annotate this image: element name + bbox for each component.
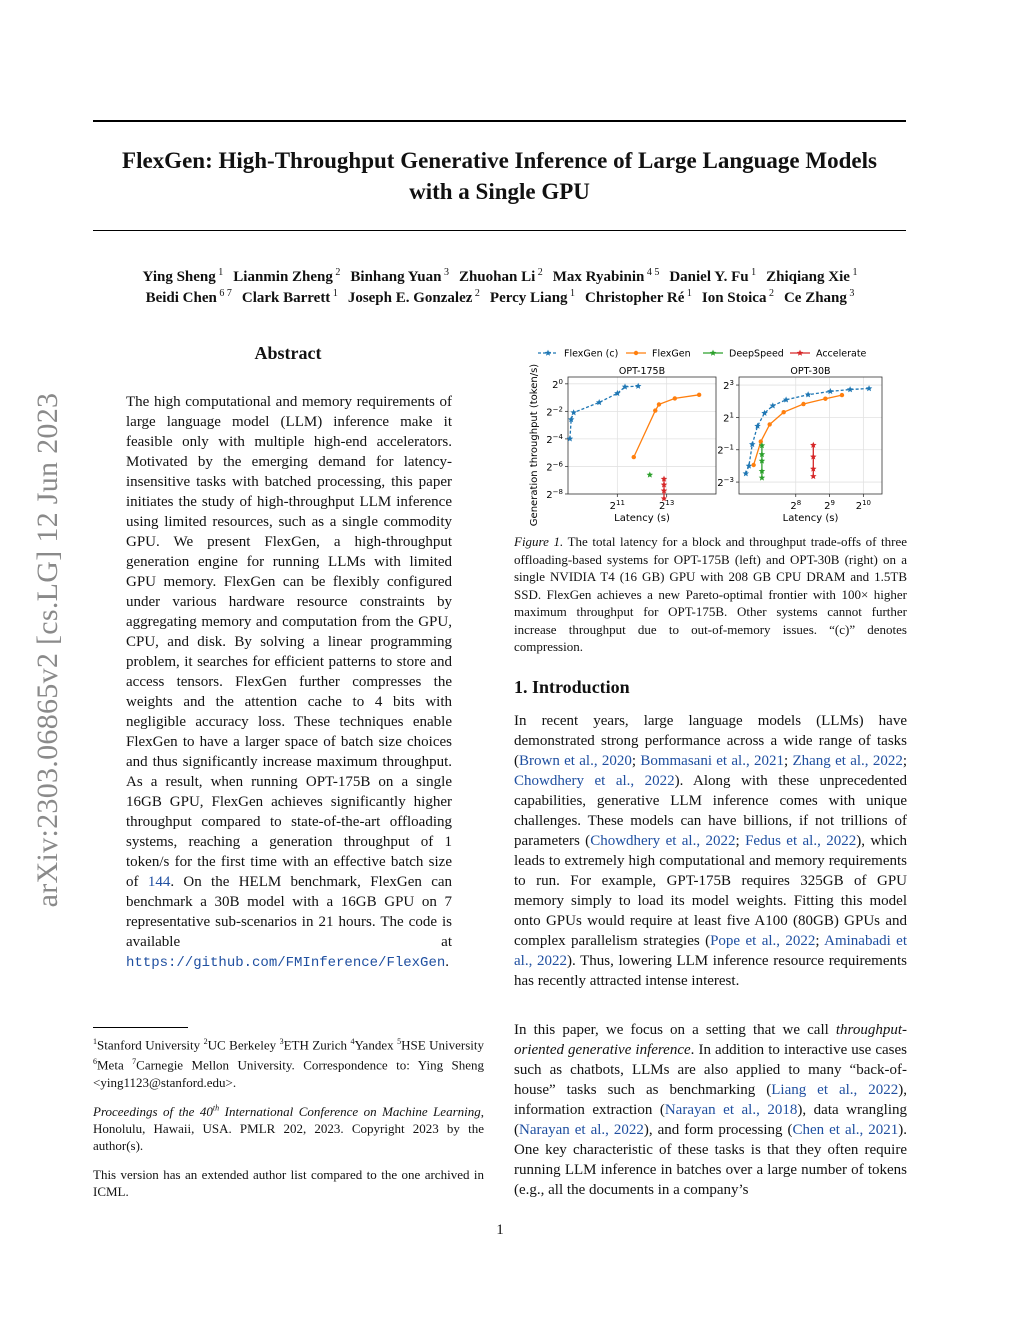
- x-tick-label: $2^{10}$: [855, 499, 872, 512]
- paragraph-text: In recent years, large language models (LLMs) have demonstrated strong performance across a wide range of tasks (: [514, 713, 907, 769]
- data-point: [797, 350, 803, 356]
- title-bottom-rule: [93, 230, 906, 231]
- author-name: Ion Stoica: [701, 290, 767, 306]
- affiliation-text: Yandex: [354, 1037, 398, 1053]
- series-line: [746, 389, 869, 474]
- intro-paragraph-2: [514, 1020, 907, 1200]
- panel-title: OPT-175B: [618, 366, 666, 377]
- footnote-version: This version has an extended author list compared to the one archived in ICML.: [93, 1167, 484, 1199]
- data-point: [545, 350, 551, 356]
- series-deepspeed: [759, 442, 765, 480]
- paragraph-text: ;: [631, 753, 641, 769]
- y-tick-label: $2^{-8}$: [546, 487, 563, 501]
- data-point: [673, 396, 677, 400]
- data-point: [801, 402, 805, 406]
- data-point: [647, 472, 653, 478]
- legend-item: [790, 349, 867, 360]
- affiliation-text: UC Berkeley: [207, 1037, 280, 1053]
- citation-link[interactable]: Liang et al., 2022: [771, 1082, 899, 1098]
- affiliation-number: 5: [397, 1037, 402, 1046]
- author-affiliation-mark: 2: [535, 267, 543, 278]
- author-affiliation-mark: 1: [684, 288, 692, 299]
- paragraph-text: ;: [784, 753, 793, 769]
- author-a-2: [350, 269, 449, 285]
- affiliation-number: 4: [350, 1037, 355, 1046]
- citation-link[interactable]: Brown et al., 2020: [519, 753, 632, 769]
- author-affiliation-mark: 1: [330, 288, 338, 299]
- batch-size-ref[interactable]: 144: [147, 874, 171, 890]
- figure-1-chart: [524, 341, 896, 527]
- author-name: Christopher Ré: [585, 290, 685, 306]
- plot-frame: [568, 377, 716, 494]
- affiliation-number: 6: [93, 1057, 97, 1067]
- paragraph-text: ), which leads to extremely high computational and memory requirements to run. For example, GPT-175B requires 325GB of GPU memory simply to load its model weights. Fitting this model onto GPUs would require at least five A100 (80GB) GPUs and complex parallelism strategies (: [514, 833, 908, 949]
- author-name: Zhuohan Li: [458, 269, 536, 285]
- abstract-body: [126, 392, 452, 973]
- series-line: [754, 395, 842, 465]
- author-affiliation-mark: 4 5: [644, 267, 660, 278]
- citation-link[interactable]: Narayan et al., 2022: [519, 1122, 644, 1138]
- citation-link[interactable]: Aminabadi et al., 2022: [514, 933, 908, 969]
- author-affiliation-mark: 1: [849, 267, 858, 278]
- citation-link[interactable]: Narayan et al., 2018: [664, 1102, 798, 1118]
- citation-link[interactable]: Chen et al., 2021: [792, 1122, 899, 1138]
- author-name: Lianmin Zheng: [233, 269, 333, 285]
- footnote-proceedings: [93, 1100, 484, 1154]
- plot-frame: [739, 377, 882, 494]
- chart-panel-opt-30b: [717, 366, 882, 524]
- citation-link[interactable]: Zhang et al., 2022: [792, 753, 903, 769]
- emphasis-text: throughput-oriented generative inference: [514, 1022, 907, 1058]
- data-point: [805, 391, 811, 397]
- intro-paragraph-1: [514, 711, 907, 991]
- author-affiliation-mark: 1: [748, 267, 757, 278]
- author-name: Clark Barrett: [241, 290, 331, 306]
- proceedings-name: [93, 1104, 481, 1119]
- author-a-1: [233, 269, 340, 285]
- paragraph-text: . In addition to interactive use cases such as chatbots, LLMs are also applied to many “back-of-house” tasks such as benchmarking (: [514, 1042, 907, 1098]
- legend-item: [703, 349, 784, 360]
- affiliation-text: Stanford University: [97, 1037, 204, 1053]
- proceedings-ordinal: th: [212, 1104, 220, 1113]
- proceedings-part-2: International Conference on Machine Learning: [219, 1104, 481, 1120]
- y-axis-label: Generation throughput (token/s): [529, 363, 540, 527]
- author-a-3: [459, 269, 543, 285]
- author-name: Max Ryabinin: [552, 269, 645, 285]
- author-affiliation-mark: 3: [846, 288, 855, 299]
- y-tick-label: $2^{-4}$: [546, 432, 563, 446]
- author-name: Beidi Chen: [145, 290, 217, 306]
- data-point: [632, 455, 636, 459]
- legend-label: FlexGen (c): [564, 348, 619, 360]
- x-tick-label: $2^9$: [824, 499, 835, 512]
- x-axis-label: Latency (s): [614, 513, 670, 524]
- affiliation-number: 7: [132, 1057, 137, 1067]
- github-link[interactable]: https://github.com/FMInference/FlexGen: [126, 955, 446, 971]
- proceedings-part-1: Proceedings of the 40: [93, 1104, 213, 1120]
- author-b-5: [702, 290, 774, 306]
- author-name: Percy Liang: [489, 290, 568, 306]
- data-point: [634, 351, 638, 355]
- paragraph-text: ), information extraction (: [514, 1082, 907, 1118]
- legend-label: DeepSpeed: [729, 348, 784, 360]
- y-tick-label: $2^{-6}$: [546, 460, 563, 474]
- data-point: [759, 474, 765, 480]
- author-affiliation-mark: 2: [766, 288, 774, 299]
- paragraph-text: ;: [815, 933, 825, 949]
- series-line: [570, 386, 638, 439]
- arxiv-stamp: arXiv:2303.06865v2 [cs.LG] 12 Jun 2023: [31, 392, 64, 908]
- author-a-6: [766, 269, 857, 285]
- author-b-0: [146, 290, 232, 306]
- author-a-5: [669, 269, 756, 285]
- abstract-heading: Abstract: [254, 343, 322, 363]
- data-point: [866, 385, 872, 391]
- legend-item: [626, 349, 691, 360]
- x-tick-label: $2^8$: [790, 499, 802, 512]
- x-tick-label: $2^{13}$: [659, 499, 675, 512]
- affiliation-text: Meta: [97, 1057, 133, 1073]
- data-point: [751, 463, 755, 467]
- author-list-line-2: [60, 288, 940, 307]
- y-tick-label: $2^0$: [552, 377, 563, 391]
- legend-item: [538, 349, 618, 360]
- paragraph-text: ), data wrangling (: [514, 1102, 907, 1138]
- data-point: [767, 422, 771, 426]
- series-accelerate: [810, 442, 816, 479]
- affiliation-text: ETH Zurich: [283, 1037, 351, 1053]
- author-affiliation-mark: 2: [332, 267, 341, 278]
- panel-title: OPT-30B: [790, 366, 831, 377]
- data-point: [570, 409, 576, 415]
- data-point: [697, 393, 701, 397]
- figure-caption-text: The total latency for a block and throughput trade-offs of three offloading-based systems for OPT-175B (left) and OPT-30B (right) on a single NVIDIA T4 (16 GB) GPU with 208 GB CPU DRAM and 1.5TB SSD. FlexGen achieves a new Pareto-optimal frontier with 100× higher maximum throughput for OPT-175B. Other systems cannot further increase throughput due to out-of-memory issues. “(c)” denotes compression.: [514, 534, 907, 654]
- citation-link[interactable]: Chowdhery et al., 2022: [514, 773, 675, 789]
- affiliation-text: HSE University: [401, 1037, 484, 1053]
- author-name: Binhang Yuan: [350, 269, 442, 285]
- citation-link[interactable]: Fedus et al., 2022: [745, 833, 857, 849]
- affiliation-text: Carnegie Mellon University. Correspondence to: Ying Sheng <ying1123@stanford.edu>.: [93, 1057, 484, 1090]
- abstract-text: The high computational and memory requirements of large language model (LLM) inference make it feasible only with multiple high-end accelerators. Motivated by the emerging demand for latency-insensitive tasks with batched processing, this paper initiates the study of high-throughput LLM inference using limited resources, such as a single commodity GPU. We present FlexGen, a high-throughput generation engine for running LLMs with limited GPU memory. FlexGen can be flexibly configured under various hardware resource constraints by aggregating memory and computation from the GPU, CPU, and disk. By solving a linear programming problem, it searches for efficient patterns to store and access tensors. FlexGen further compresses the weights and the attention cache to 4 bits with negligible accuracy loss. These techniques enable FlexGen to have a larger space of batch size choices and thus significantly increase maximum throughput. As a result, when running OPT-175B on a single 16GB GPU, FlexGen achieves significantly higher throughput compared to state-of-the-art offloading systems, reaching a generation throughput of 1 token/s for the first time with an effective batch size of: [126, 394, 452, 890]
- data-point: [840, 393, 844, 397]
- x-axis-label: Latency (s): [782, 513, 839, 524]
- data-point: [749, 441, 755, 447]
- data-point: [783, 396, 789, 402]
- citation-link[interactable]: Chowdhery et al., 2022: [590, 833, 736, 849]
- y-tick-label: $2^1$: [723, 411, 734, 425]
- author-a-0: [143, 269, 224, 285]
- title-top-rule: [93, 120, 906, 122]
- paragraph-text: ), and form processing (: [643, 1122, 793, 1138]
- author-affiliation-mark: 6 7: [216, 288, 232, 299]
- paragraph-text: ;: [902, 753, 908, 769]
- author-affiliation-mark: 3: [441, 267, 449, 278]
- data-point: [782, 410, 786, 414]
- y-tick-label: $2^3$: [723, 379, 734, 393]
- paragraph-text: ). One key characteristic of these tasks is that they often require running LLM inference in batches over a large number of tokens (e.g., all the documents in a company’s: [514, 1122, 907, 1198]
- author-name: Daniel Y. Fu: [669, 269, 749, 285]
- y-tick-label: $2^{-3}$: [717, 476, 734, 490]
- data-point: [657, 402, 661, 406]
- author-affiliation-mark: 2: [472, 288, 480, 299]
- x-tick-label: $2^{11}$: [609, 499, 625, 512]
- author-b-6: [784, 290, 854, 306]
- section-heading-introduction: 1. Introduction: [514, 677, 630, 697]
- citation-link[interactable]: Pope et al., 2022: [710, 933, 816, 949]
- author-affiliation-mark: 1: [567, 288, 576, 299]
- data-point: [710, 350, 716, 356]
- author-b-4: [585, 290, 692, 306]
- paragraph-text: In this paper, we focus on a setting that we call: [514, 1022, 836, 1038]
- y-tick-label: $2^{-1}$: [717, 443, 734, 457]
- title-line-1: FlexGen: High-Throughput Generative Inference of Large Language Models: [122, 148, 877, 173]
- paragraph-text: ). Thus, lowering LLM inference resource requirements has recently attracted intense interest.: [514, 953, 907, 989]
- legend-label: Accelerate: [816, 348, 867, 360]
- series-accelerate: [661, 476, 667, 502]
- paragraph-text: ). Along with these unprecedented capabilities, generative LLM inference comes with unique challenges. These models can have billions, if not trillions of parameters (: [514, 773, 907, 849]
- data-point: [596, 399, 602, 405]
- affiliation-number: 1: [93, 1037, 97, 1046]
- paper-title: [93, 145, 906, 207]
- author-b-2: [348, 290, 480, 306]
- y-tick-label: $2^{-2}$: [546, 405, 563, 419]
- title-line-2: with a Single GPU: [409, 179, 590, 204]
- data-point: [746, 463, 752, 469]
- abstract-end: .: [445, 954, 450, 970]
- figure-label: Figure 1.: [514, 534, 564, 549]
- series-flexgen-c-: [567, 383, 642, 442]
- citation-link[interactable]: Bommasani et al., 2021: [640, 753, 785, 769]
- data-point: [847, 386, 853, 392]
- footnote-affiliations: [93, 1033, 484, 1091]
- data-point: [827, 388, 833, 394]
- author-b-3: [490, 290, 575, 306]
- data-point: [823, 397, 827, 401]
- data-point: [810, 473, 816, 479]
- page-number: 1: [496, 1222, 504, 1238]
- author-name: Joseph E. Gonzalez: [347, 290, 473, 306]
- affiliation-number: 2: [203, 1037, 208, 1046]
- author-name: Zhiqiang Xie: [766, 269, 850, 285]
- author-name: Ying Sheng: [142, 269, 216, 285]
- series-deepspeed: [647, 472, 653, 478]
- chart-panel-opt-175b: [546, 366, 716, 524]
- figure-caption: [514, 533, 907, 656]
- data-point: [743, 470, 749, 476]
- author-name: Ce Zhang: [783, 290, 847, 306]
- author-a-4: [553, 269, 660, 285]
- data-point: [653, 408, 657, 412]
- legend-label: FlexGen: [652, 348, 691, 360]
- author-list-line-1: [60, 267, 940, 286]
- series-flexgen: [751, 393, 844, 467]
- proceedings-rest: , Honolulu, Hawaii, USA. PMLR 202, 2023. Copyright 2023 by the author(s).: [93, 1104, 484, 1154]
- chart-legend: [538, 349, 867, 360]
- affiliation-number: 3: [279, 1037, 284, 1046]
- author-affiliation-mark: 1: [215, 267, 224, 278]
- abstract-text-2: . On the HELM benchmark, FlexGen can benchmark a 30B model with a 16GB GPU on 7 representative sub-scenarios in 21 hours. The code is available at: [126, 874, 453, 950]
- paragraph-text: ;: [735, 833, 746, 849]
- footnote-rule: [93, 1027, 188, 1028]
- author-b-1: [242, 290, 338, 306]
